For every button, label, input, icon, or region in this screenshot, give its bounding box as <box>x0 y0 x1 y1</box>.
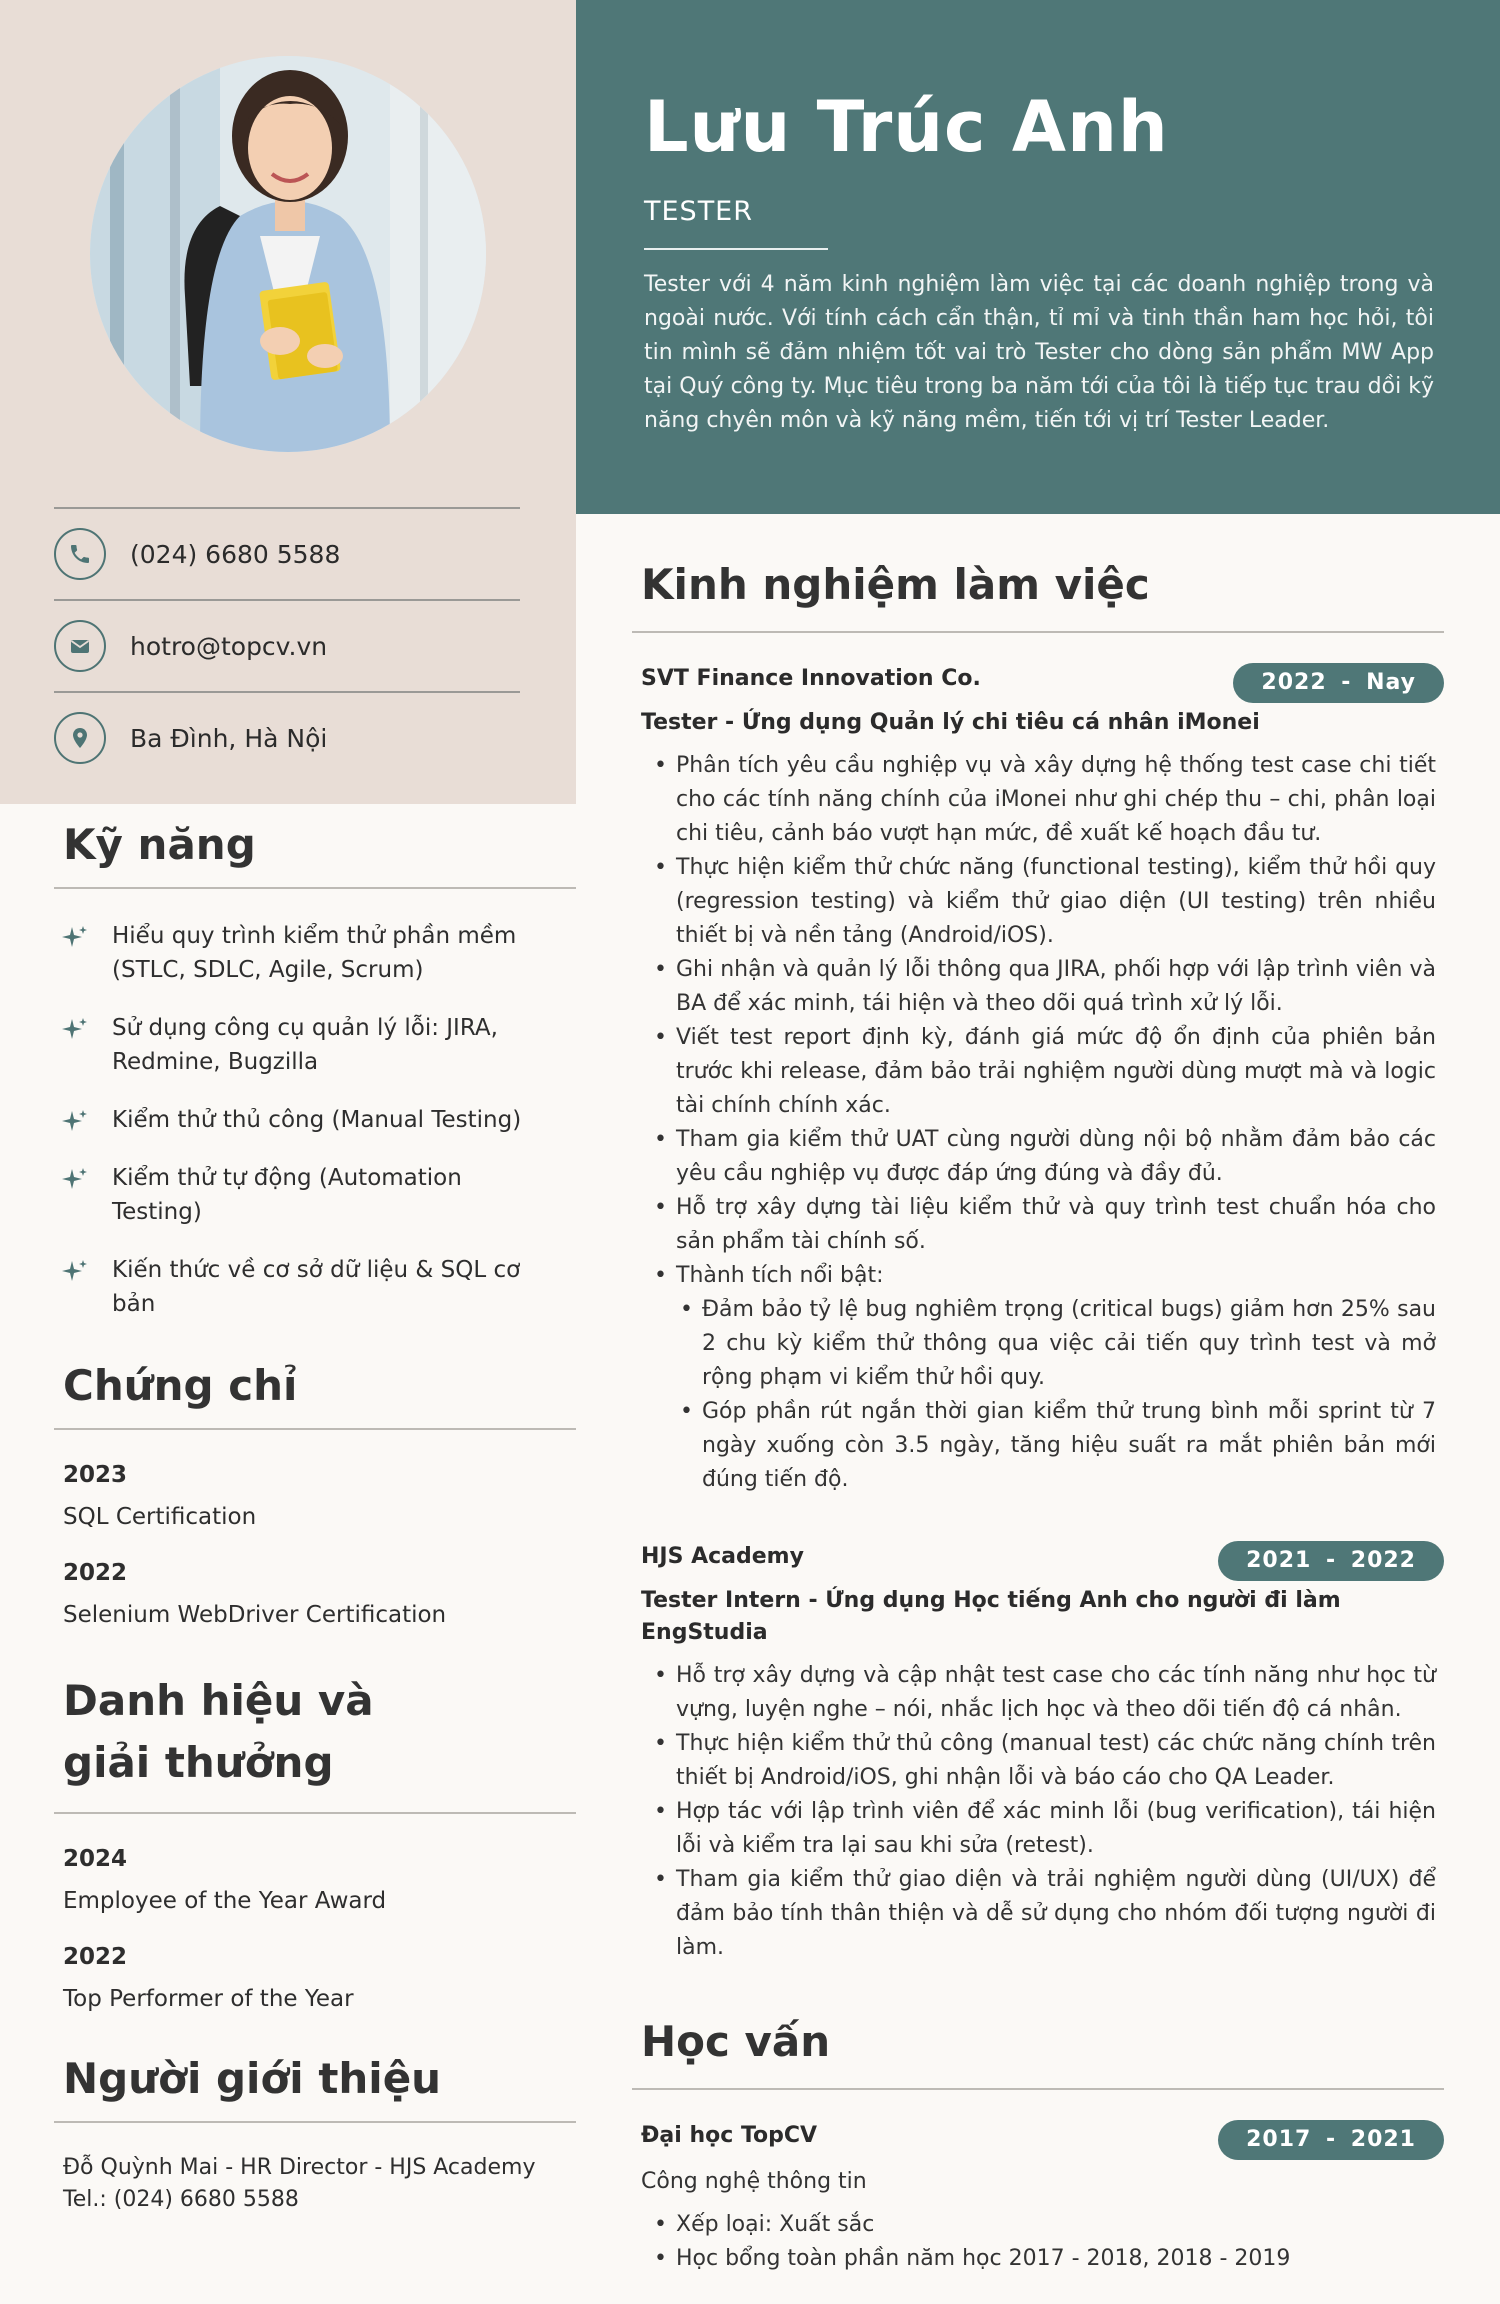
education-title: Học vấn <box>641 2017 831 2066</box>
sparkle-icon <box>60 1107 90 1137</box>
job-bullets <box>632 1659 1444 1965</box>
list-item: • Ghi nhận và quản lý lỗi thông qua JIRA, phối hợp với lập trình viên và BA để xác minh, tái hiện và theo dõi quá trình xử lý lỗi. <box>654 953 1436 1021</box>
sparkle-icon <box>60 923 90 953</box>
divider <box>632 631 1444 633</box>
reference-phone: Tel.: (024) 6680 5588 <box>63 2187 299 2212</box>
sparkle-icon <box>60 1257 90 1287</box>
skill-item: Kiểm thử thủ công (Manual Testing) <box>54 1103 576 1137</box>
divider <box>54 1428 576 1430</box>
awards-title: Danh hiệu và giải thưởng <box>63 1676 374 1787</box>
school-name: Đại học TopCV <box>641 2123 818 2148</box>
education-bullets <box>632 2208 1444 2276</box>
divider <box>54 1812 576 1814</box>
list-item: • Thực hiện kiểm thử thủ công (manual test) các chức năng chính trên thiết bị Android/iOS, ghi nhận lỗi và báo cáo cho QA Leader. <box>654 1727 1436 1795</box>
awards-section <box>54 1670 576 2014</box>
list-item: • Góp phần rút ngắn thời gian kiểm thử trung bình mỗi sprint từ 7 ngày xuống còn 3.5 ngày, tăng hiệu suất ra mắt phiên bản mới đúng tiến độ. <box>680 1395 1436 1497</box>
list-item: • Học bổng toàn phần năm học 2017 - 2018, 2018 - 2019 <box>654 2242 1436 2276</box>
experience-section <box>632 560 1444 1965</box>
list-item: • Hợp tác với lập trình viên để xác minh lỗi (bug verification), tái hiện lỗi và kiểm tra lại sau khi sửa (retest). <box>654 1795 1436 1863</box>
list-item: • Tham gia kiểm thử giao diện và trải nghiệm người dùng (UI/UX) để đảm bảo tính thân thiện và dễ sử dụng cho nhóm đối tượng người đi làm. <box>654 1863 1436 1965</box>
education-section <box>632 2017 1444 2276</box>
list-item: • Phân tích yêu cầu nghiệp vụ và xây dựng hệ thống test case chi tiết cho các tính năng chính của iMonei như ghi chép thu – chi, phân loại chi tiêu, cảnh báo vượt hạn mức, đề xuất kế hoạch đầu tư. <box>654 749 1436 851</box>
reference-person: Đỗ Quỳnh Mai - HR Director - HJS Academy <box>63 2155 536 2180</box>
job-period-badge: 2021 - 2022 <box>1218 1541 1444 1581</box>
education-major: Công nghệ thông tin <box>641 2169 867 2194</box>
contact-list <box>54 507 520 783</box>
email-text: hotro@topcv.vn <box>130 631 328 661</box>
skill-item: Sử dụng công cụ quản lý lỗi: JIRA, Redmine, Bugzilla <box>54 1011 576 1079</box>
job-position: Tester - Ứng dụng Quản lý chi tiêu cá nhân iMonei <box>641 710 1260 735</box>
certificates-title: Chứng chỉ <box>63 1361 298 1410</box>
references-section <box>54 2054 576 2215</box>
candidate-name: Lưu Trúc Anh <box>644 86 1169 168</box>
list-item: • Thực hiện kiểm thử chức năng (functional testing), kiểm thử hồi quy (regression testing) và kiểm thử giao diện (UI testing) trên nhiều thiết bị và nền tảng (Android/iOS). <box>654 851 1436 953</box>
divider <box>644 248 828 250</box>
profile-photo <box>90 56 486 452</box>
skill-item: Kiểm thử tự động (Automation Testing) <box>54 1161 576 1229</box>
list-item: • Viết test report định kỳ, đánh giá mức độ ổn định của phiên bản trước khi release, đảm bảo trải nghiệm người dùng mượt mà và logic tài chính chính xác. <box>654 1021 1436 1123</box>
award-name: Employee of the Year Award <box>63 1888 387 1914</box>
certificate-year: 2022 <box>63 1560 128 1586</box>
award-name: Top Performer of the Year <box>63 1986 354 2012</box>
experience-title: Kinh nghiệm làm việc <box>641 560 1150 609</box>
award-year: 2024 <box>63 1846 128 1872</box>
award-year: 2022 <box>63 1944 128 1970</box>
award-entry <box>54 1942 576 2014</box>
certificate-name: Selenium WebDriver Certification <box>63 1602 447 1628</box>
list-item: • Tham gia kiểm thử UAT cùng người dùng nội bộ nhằm đảm bảo các yêu cầu nghiệp vụ được đáp ứng đúng và đầy đủ. <box>654 1123 1436 1191</box>
certificates-section <box>54 1361 576 1630</box>
job-company: HJS Academy <box>641 1544 804 1569</box>
location-text: Ba Đình, Hà Nội <box>130 723 328 753</box>
divider <box>632 2088 1444 2090</box>
certificate-entry <box>54 1558 576 1630</box>
avatar <box>90 56 486 452</box>
job-entry <box>632 1541 1444 1965</box>
left-sections <box>54 820 576 2215</box>
job-entry <box>632 663 1444 1497</box>
education-period-badge: 2017 - 2021 <box>1218 2120 1444 2160</box>
list-item: • Đảm bảo tỷ lệ bug nghiêm trọng (critical bugs) giảm hơn 25% sau 2 chu kỳ kiểm thử thông qua việc cải tiến quy trình test và mở rộng phạm vi kiểm thử hồi quy. <box>680 1293 1436 1395</box>
contact-phone[interactable] <box>54 507 520 599</box>
skill-item: Hiểu quy trình kiểm thử phần mềm (STLC, SDLC, Agile, Scrum) <box>54 919 576 987</box>
list-item: • Thành tích nổi bật: <box>654 1259 1436 1293</box>
sparkle-icon <box>60 1015 90 1045</box>
list-item: • Hỗ trợ xây dựng tài liệu kiểm thử và quy trình test chuẩn hóa cho sản phẩm tài chính số. <box>654 1191 1436 1259</box>
left-profile-panel <box>0 0 576 804</box>
contact-email[interactable] <box>54 599 520 691</box>
skills-section <box>54 820 576 1321</box>
certificate-entry <box>54 1460 576 1532</box>
main-content <box>632 560 1444 2276</box>
email-icon <box>54 620 106 672</box>
references-title: Người giới thiệu <box>63 2054 442 2103</box>
award-entry <box>54 1844 576 1916</box>
divider <box>54 887 576 889</box>
job-position: Tester Intern - Ứng dụng Học tiếng Anh cho người đi làm EngStudia <box>641 1588 1341 1645</box>
header-banner <box>576 0 1500 514</box>
skills-title: Kỹ năng <box>63 820 256 869</box>
certificate-year: 2023 <box>63 1462 128 1488</box>
education-entry <box>632 2120 1444 2276</box>
list-item: • Hỗ trợ xây dựng và cập nhật test case cho các tính năng như học từ vựng, luyện nghe – nói, nhắc lịch học và theo dõi tiến độ cá nhân. <box>654 1659 1436 1727</box>
skill-item: Kiến thức về cơ sở dữ liệu & SQL cơ bản <box>54 1253 576 1321</box>
job-company: SVT Finance Innovation Co. <box>641 666 981 691</box>
skills-list <box>54 919 576 1321</box>
sparkle-icon <box>60 1165 90 1195</box>
job-bullets <box>632 749 1444 1293</box>
contact-location <box>54 691 520 783</box>
divider <box>54 2121 576 2123</box>
phone-icon <box>54 528 106 580</box>
career-summary: Tester với 4 năm kinh nghiệm làm việc tại các doanh nghiệp trong và ngoài nước. Với tính cách cẩn thận, tỉ mỉ và tinh thần ham học hỏi, tôi tin mình sẽ đảm nhiệm tốt vai trò Tester cho dòng sản phẩm MW App tại Quý công ty. Mục tiêu trong ba năm tới của tôi là tiếp tục trau dồi kỹ năng chyên môn và kỹ năng mềm, tiến tới vị trí Tester Leader. <box>644 272 1434 433</box>
phone-text: (024) 6680 5588 <box>130 539 341 569</box>
location-icon <box>54 712 106 764</box>
list-item: • Xếp loại: Xuất sắc <box>654 2208 1436 2242</box>
achievement-bullets <box>632 1293 1444 1497</box>
candidate-role: TESTER <box>644 196 754 227</box>
certificate-name: SQL Certification <box>63 1504 257 1530</box>
job-period-badge: 2022 - Nay <box>1233 663 1444 703</box>
